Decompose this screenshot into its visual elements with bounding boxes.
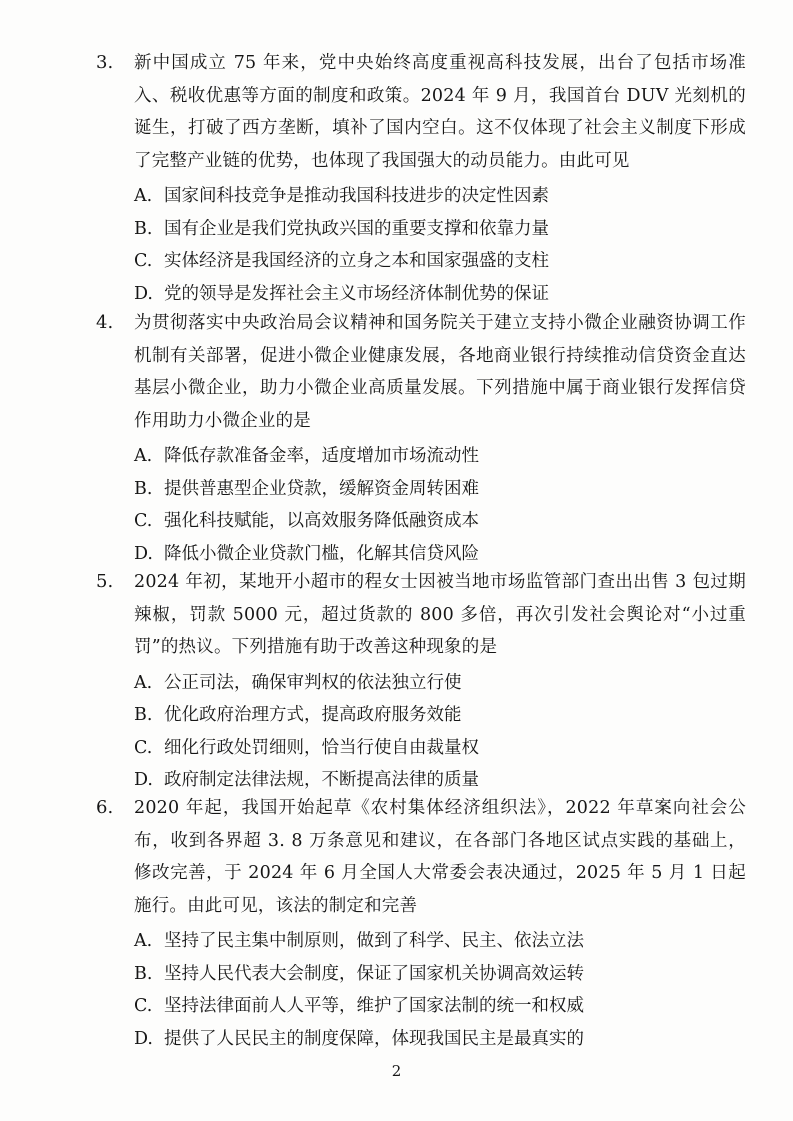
option-letter: C.: [134, 251, 153, 271]
option-text: 政府制定法律法规，不断提高法律的质量: [164, 770, 479, 790]
question-4: [96, 307, 746, 570]
option-letter: D.: [134, 543, 153, 564]
option-letter: B.: [134, 478, 153, 499]
page-number: 2: [391, 1062, 402, 1080]
question-number: 4.: [96, 312, 114, 333]
option-text: 提供了人民民主的制度保障，体现我国民主是最真实的: [164, 1028, 584, 1049]
option-c: [134, 245, 746, 278]
option-c: [134, 732, 746, 765]
option-text: 坚持人民代表大会制度，保证了国家机关协调高效运转: [164, 963, 584, 984]
option-text: 提供普惠型企业贷款，缓解资金周转困难: [164, 478, 479, 499]
option-list: [134, 925, 746, 1055]
question-stem: 2020 年起，我国开始起草《农村集体经济组织法》，2022 年草案向社会公布，收到各界超 3. 8 万条意见和建议，在各部门各地区试点实践的基础上，修改完善，于 2024 年 6 月全国人大常委会表决通过，2025 年 5 月 1 日起施行。由此可见，该法的制定和完善: [134, 798, 746, 916]
option-letter: A.: [134, 931, 153, 951]
question-stem: 2024 年初，某地开小超市的程女士因被当地市场监管部门查出出售 3 包过期辣椒，罚款 5000 元，超过货款的 800 多倍，再次引发社会舆论对“小过重罚”的热议。下列措施有助于改善这种现象的是: [134, 572, 746, 657]
option-a: [134, 180, 746, 213]
option-text: 降低存款准备金率，适度增加市场流动性: [164, 446, 479, 466]
question-5: [96, 566, 746, 797]
option-list: [134, 667, 746, 797]
option-text: 党的领导是发挥社会主义市场经济体制优势的保证: [164, 283, 549, 304]
option-text: 优化政府治理方式，提高政府服务效能: [164, 705, 462, 725]
option-text: 国有企业是我们党执政兴国的重要支撑和依靠力量: [164, 218, 549, 239]
option-c: [134, 505, 746, 538]
option-letter: B.: [134, 705, 153, 725]
option-d: [134, 1023, 746, 1056]
option-b: [134, 473, 746, 506]
option-b: [134, 699, 746, 732]
option-letter: C.: [134, 511, 153, 531]
option-text: 公正司法，确保审判权的依法独立行使: [164, 672, 462, 693]
question-6: [96, 792, 746, 1055]
option-letter: D.: [134, 283, 153, 304]
option-b: [134, 958, 746, 991]
option-letter: A.: [134, 446, 153, 466]
option-text: 实体经济是我国经济的立身之本和国家强盛的支柱: [164, 251, 549, 271]
option-text: 坚持法律面前人人平等，维护了国家法制的统一和权威: [164, 996, 584, 1016]
option-list: [134, 180, 746, 310]
option-letter: A.: [134, 672, 153, 693]
option-a: [134, 925, 746, 958]
option-text: 国家间科技竞争是推动我国科技进步的决定性因素: [164, 186, 549, 206]
question-number: 5.: [96, 571, 114, 592]
option-b: [134, 213, 746, 246]
option-letter: A.: [134, 186, 153, 206]
option-letter: C.: [134, 996, 153, 1016]
question-stem: 新中国成立 75 年来，党中央始终高度重视高科技发展，出台了包括市场准入、税收优惠等方面的制度和政策。2024 年 9 月，我国首台 DUV 光刻机的诞生，打破了西方垄断，填补了国内空白。这不仅体现了社会主义制度下形成了完整产业链的优势，也体现了我国强大的动员能力。由此可见: [134, 53, 746, 171]
option-text: 细化行政处罚细则，恰当行使自由裁量权: [164, 737, 479, 758]
option-d: [134, 278, 746, 311]
option-list: [134, 440, 746, 570]
option-letter: D.: [134, 1028, 153, 1049]
option-text: 降低小微企业贷款门槛，化解其信贷风险: [164, 543, 479, 564]
option-c: [134, 990, 746, 1023]
option-letter: C.: [134, 737, 153, 758]
option-text: 坚持了民主集中制原则，做到了科学、民主、依法立法: [164, 931, 584, 951]
option-text: 强化科技赋能，以高效服务降低融资成本: [164, 511, 479, 531]
option-letter: B.: [134, 963, 153, 984]
question-number: 6.: [96, 797, 114, 818]
question-3: [96, 47, 746, 310]
question-stem: 为贯彻落实中央政治局会议精神和国务院关于建立支持小微企业融资协调工作机制有关部署，促进小微企业健康发展，各地商业银行持续推动信贷资金直达基层小微企业，助力小微企业高质量发展。下列措施中属于商业银行发挥信贷作用助力小微企业的是: [134, 313, 746, 431]
option-letter: D.: [134, 770, 153, 790]
option-a: [134, 440, 746, 473]
option-a: [134, 667, 746, 700]
option-letter: B.: [134, 218, 153, 239]
question-number: 3.: [96, 52, 114, 73]
